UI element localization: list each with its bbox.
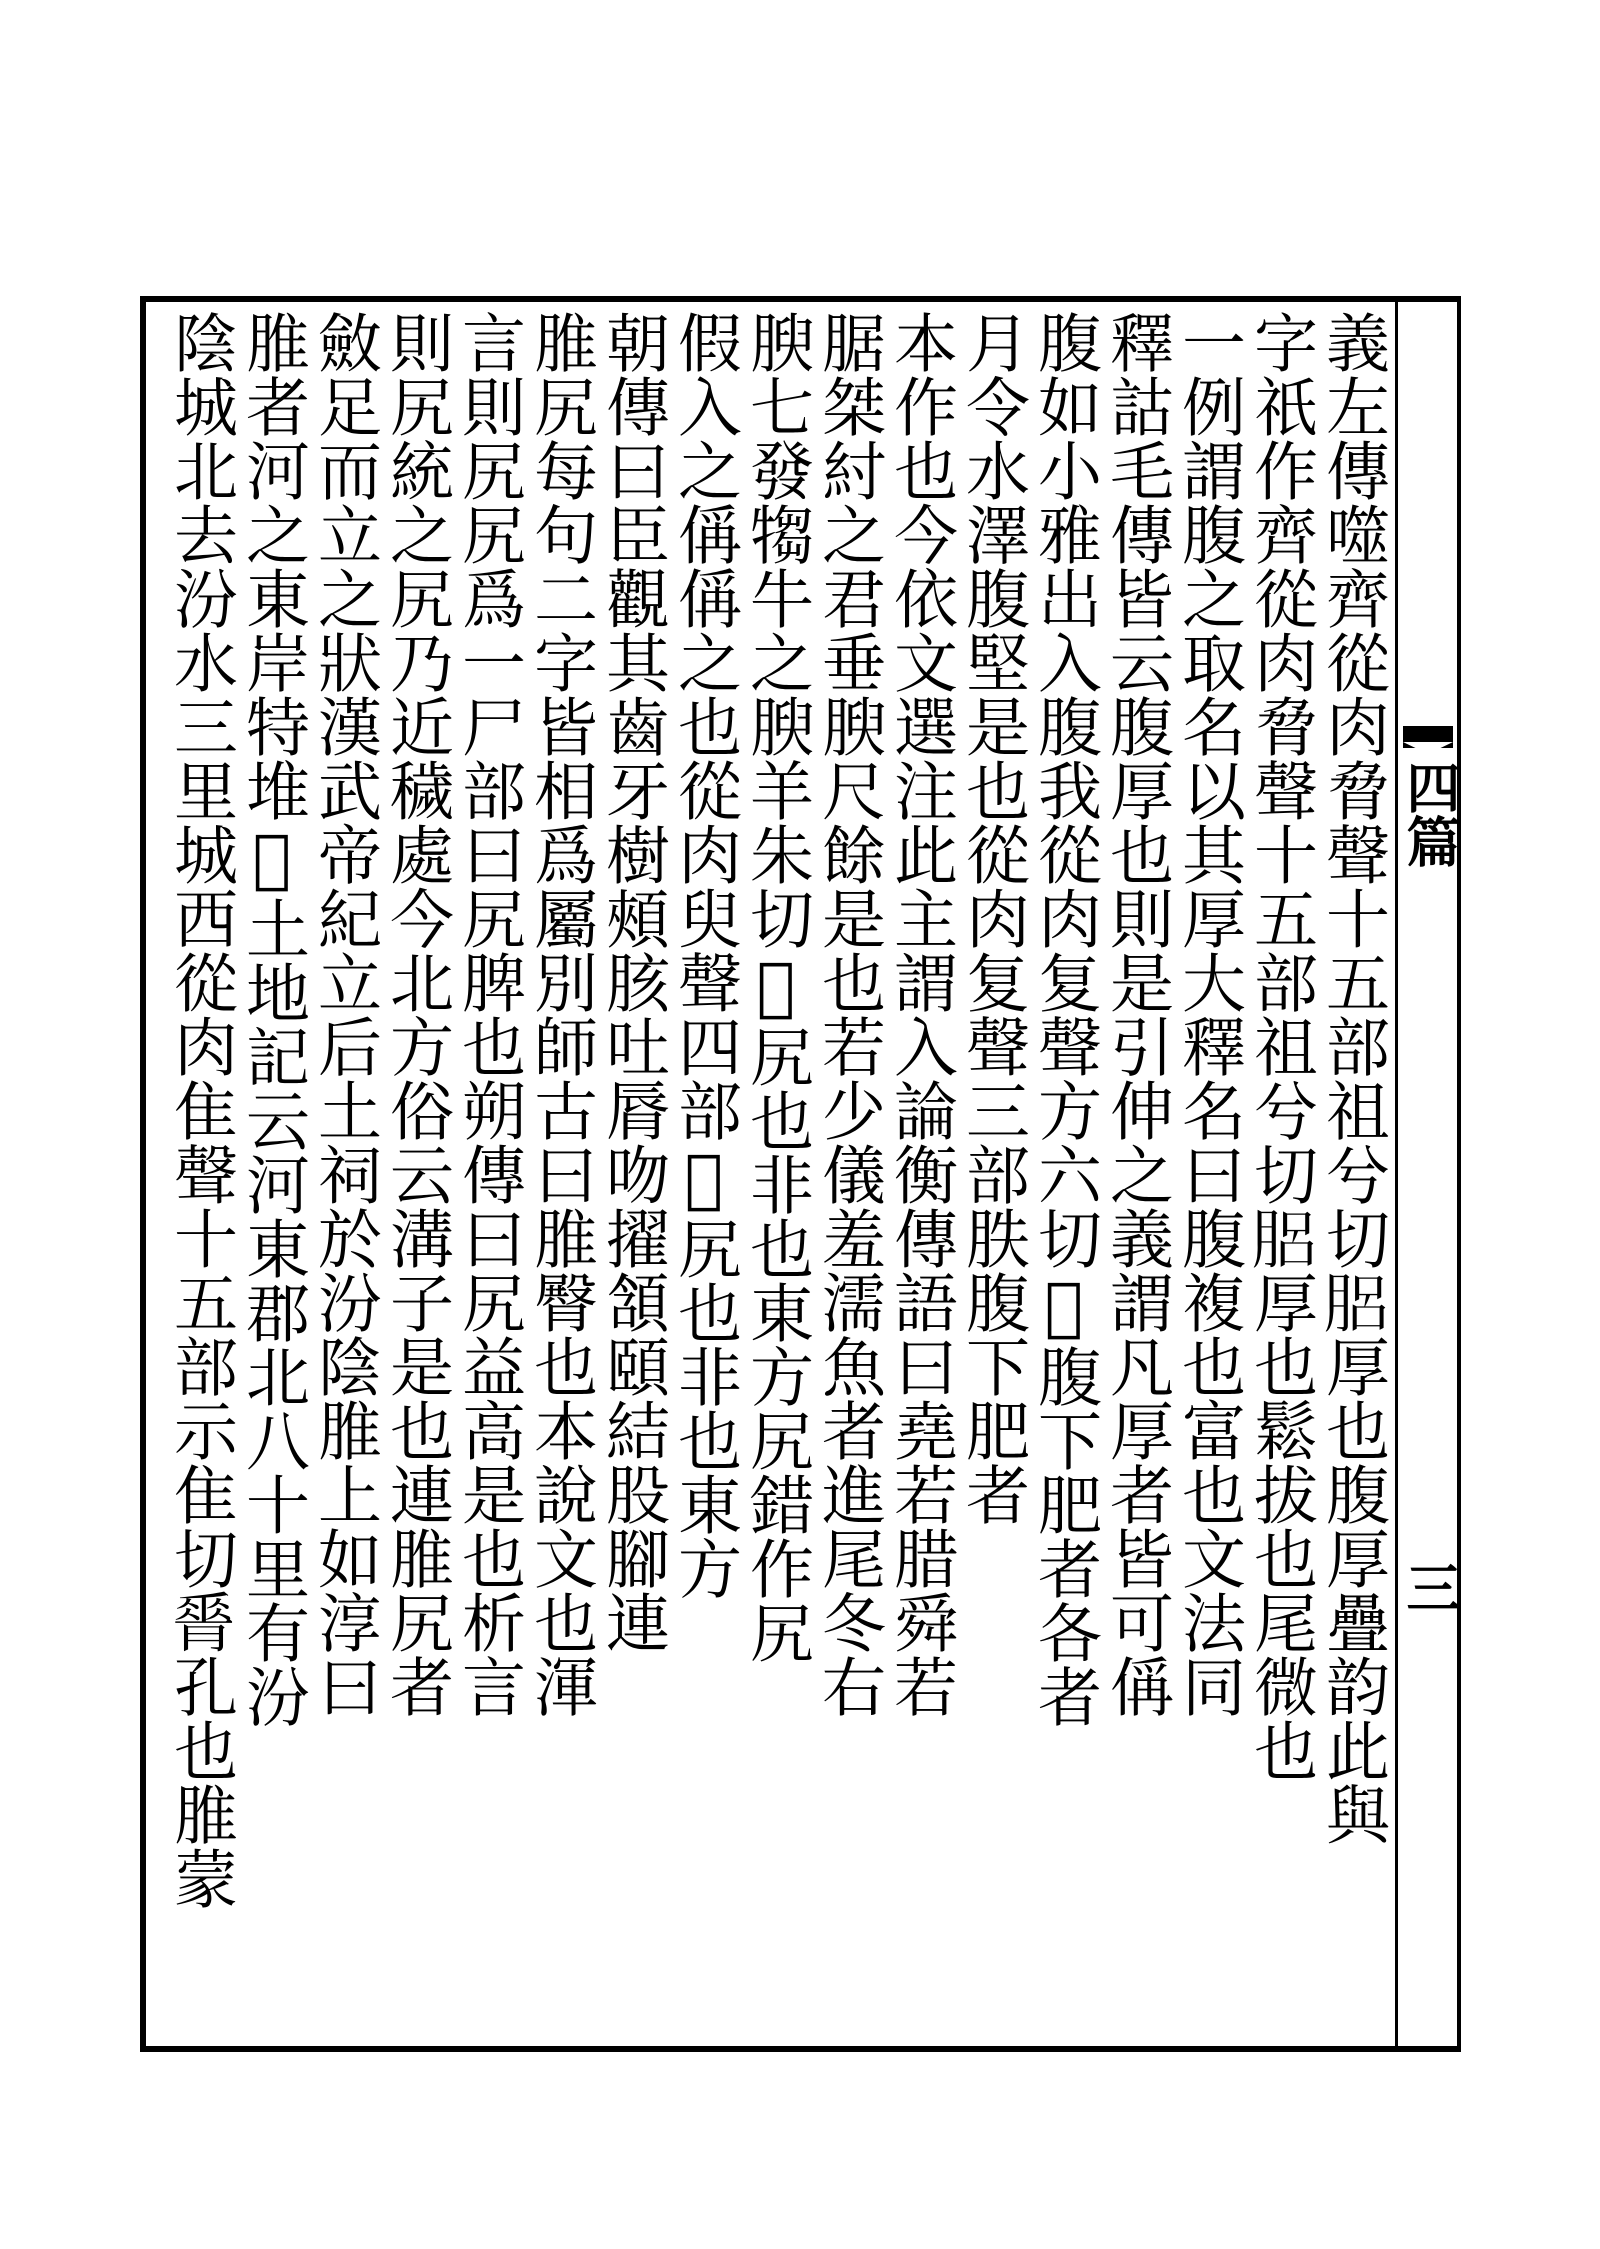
text-column-3: 一例謂腹之取名以其厚大釋名曰腹複也富也文法同 — [1171, 310, 1245, 1718]
text-column-5: 腹如小雅出入腹我從肉复聲方六切𦟂腹下肥者各者 — [1027, 310, 1101, 1728]
text-column-14: 則尻統之尻乃近穢處今北方俗云溝子是也連脽尻者 — [379, 310, 453, 1718]
text-column-15: 斂足而立之狀漢武帝紀立后土祠於汾陰脽上如淳曰 — [307, 310, 381, 1718]
text-column-10: 假入之偁偁之也從肉臾聲四部𦞃尻也非也東方 — [667, 310, 741, 1600]
text-column-8: 腒桀紂之君垂腴尺餘是也若少儀羞濡魚者進尾冬右 — [811, 310, 885, 1718]
block-margin-strip — [1395, 300, 1461, 2052]
text-column-1: 義左傳噬齊從肉脅聲十五部祖兮切𦛗厚也腹厚疊韵此與 — [1315, 310, 1389, 1846]
text-body — [149, 300, 1389, 2052]
text-column-9: 腴七發犓牛之腴羊朱切𦞃尻也非也東方尻錯作尻 — [739, 310, 813, 1664]
text-column-4: 釋詁毛傳皆云腹厚也則是引伸之義謂凡厚者皆可偁 — [1099, 310, 1173, 1718]
text-column-2: 字祇作齊從肉脅聲十五部祖兮切𦛗厚也鬆拔也尾微也 — [1243, 310, 1317, 1782]
text-column-16: 脽者河之東岸特堆𡎃土地記云河東郡北八十里有汾 — [235, 310, 309, 1728]
juan-label: 四篇 — [1398, 760, 1462, 868]
text-column-11: 朝傳曰臣觀其齒牙樹頰胲吐脣吻擢頷頤結股腳連 — [595, 310, 669, 1654]
text-column-12: 脽尻每句二字皆相爲屬別師古曰脽臀也本說文也渾 — [523, 310, 597, 1718]
folio-number: 三 — [1398, 1560, 1462, 1614]
text-column-6: 月令水澤腹堅是也從肉复聲三部胅腹下肥者 — [955, 310, 1029, 1526]
text-column-7: 本作也今依文選注此主謂入論衡傳語曰堯若腊舜若 — [883, 310, 957, 1718]
text-column-13: 言則尻尻爲一尸部曰尻脾也朔傳曰尻益高是也析言 — [451, 310, 525, 1718]
text-column-17: 陰城北去汾水三里城西從肉隹聲十五部示隹切𦟝孔也脽蒙 — [163, 310, 237, 1910]
